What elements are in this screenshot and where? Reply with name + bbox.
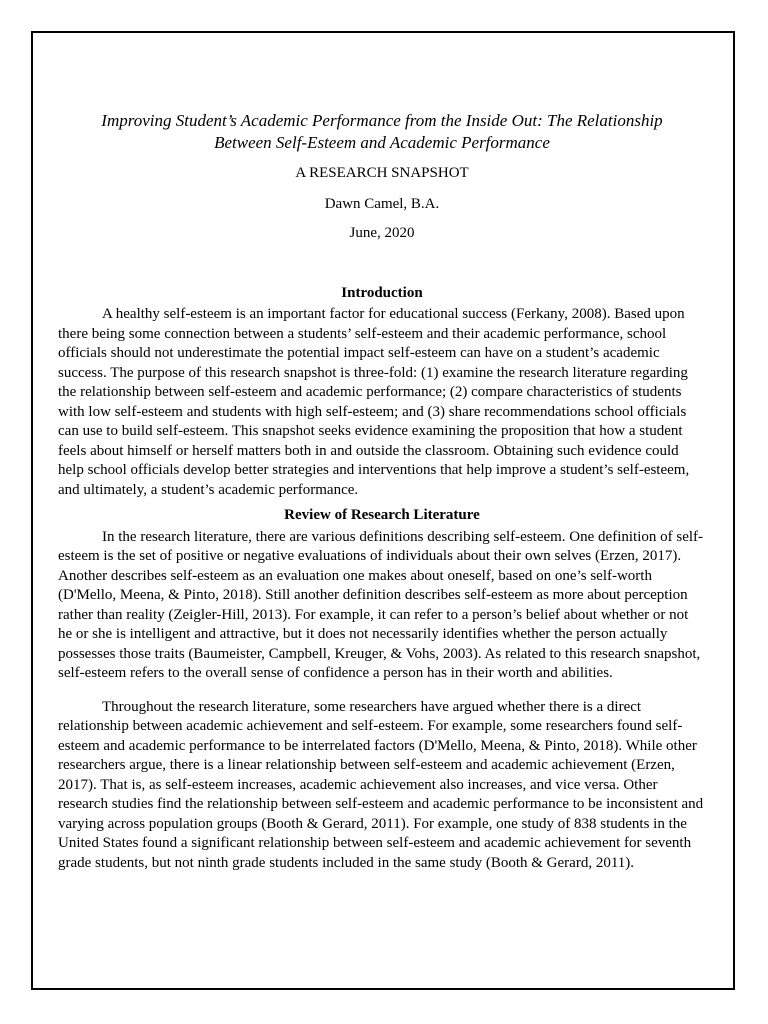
document-title bbox=[58, 110, 706, 154]
document-body bbox=[58, 78, 706, 873]
introduction-paragraph: A healthy self-esteem is an important factor for educational success (Ferkany, 2008). Based upon there being some connection between a students’ self-esteem and their academic performance, school officials should not underestimate the potential impact self-esteem can have on a student’s academic success. The purpose of this research snapshot is three-fold: (1) examine the research literature regarding the relationship between self-esteem and academic performance; (2) compare characteristics of students with low self-esteem and students with high self-esteem; and (3) share recommendations school officials can use to build self-esteem. This snapshot seeks evidence examining the proposition that how a student feels about himself or herself matters both in and outside the classroom. Obtaining such evidence could help school officials develop better strategies and interventions that help improve a student’s self-esteem, and ultimately, a student’s academic performance. bbox=[58, 306, 690, 498]
review-paragraph-2: Throughout the research literature, some researchers have argued whether there is a direct relationship between academic achievement and self-esteem. For example, some researchers found self-esteem and academic performance to be interrelated factors (D'Mello, Meena, & Pinto, 2018). While other researchers argue, there is a linear relationship between self-esteem and academic achievement (Erzen, 2017). That is, as self-esteem increases, academic achievement also increases, and vice versa. Other research studies find the relationship between self-esteem and academic performance to be inconsistent and varying across population groups (Booth & Gerard, 2011). For example, one study of 838 students in the United States found a significant relationship between self-esteem and academic achievement for seventh grade students, but not ninth grade students included in the same study (Booth & Gerard, 2011). bbox=[58, 698, 704, 871]
review-heading: Review of Research Literature bbox=[284, 507, 480, 523]
title-line-1: Improving Student’s Academic Performance from the Inside Out: The Relationship bbox=[101, 111, 663, 130]
author-name: Dawn Camel, B.A. bbox=[324, 195, 440, 212]
title-line-2: Between Self-Esteem and Academic Performance bbox=[214, 133, 550, 152]
introduction-heading: Introduction bbox=[341, 284, 423, 301]
publication-date: June, 2020 bbox=[349, 225, 415, 241]
review-paragraph-1: In the research literature, there are various definitions describing self-esteem. One definition of self-esteem is the set of positive or negative evaluations of individuals about their own selves (Erzen, 2017). Another describes self-esteem as an evaluation one makes about oneself, based on one’s self-worth (D'Mello, Meena, & Pinto, 2018). Still another definition describes self-esteem as more about perception rather than reality (Zeigler-Hill, 2013). For example, it can refer to a person’s belief about whether or not he or she is intelligent and attractive, but it does not necessarily identifies whether the person actually possesses those traits (Baumeister, Campbell, Kreuger, & Vohs, 2003). As related to this research snapshot, self-esteem refers to the overall sense of confidence a person has in their worth and abilities. bbox=[58, 528, 704, 681]
document-subtitle: A RESEARCH SNAPSHOT bbox=[295, 165, 469, 181]
